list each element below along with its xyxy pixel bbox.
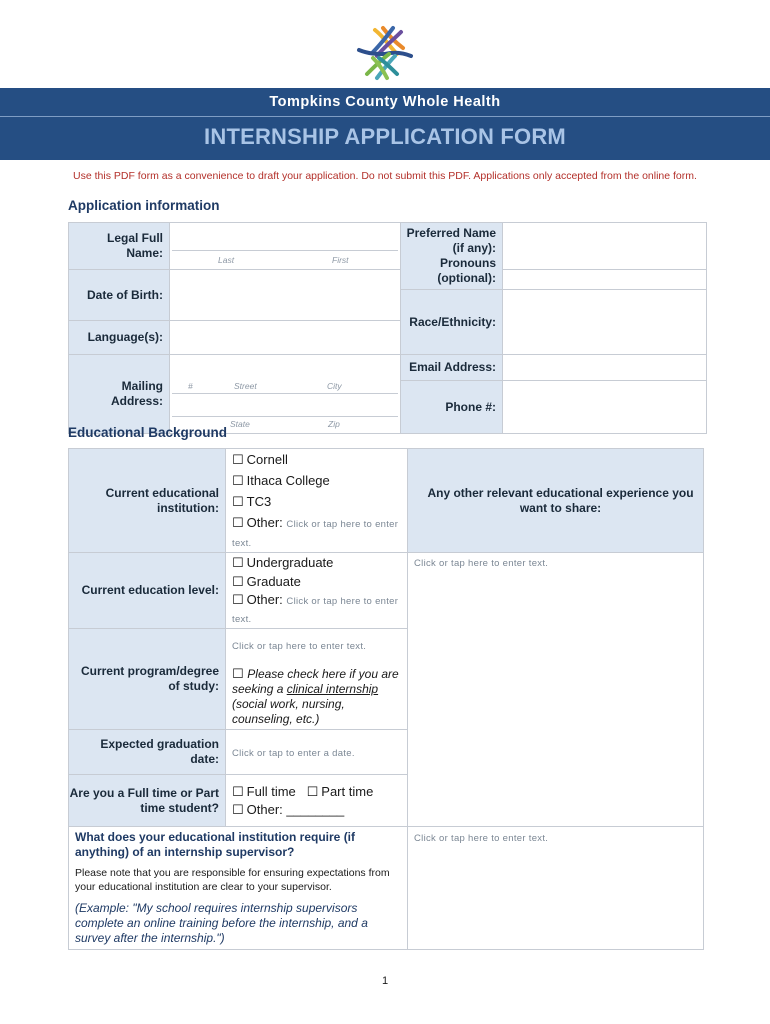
pronouns-label: Pronouns (optional): bbox=[437, 256, 496, 285]
checkbox-icon[interactable]: ☐ bbox=[232, 801, 244, 817]
first-name-hint: First bbox=[332, 255, 349, 265]
number-hint: # bbox=[188, 381, 193, 391]
checkbox-icon[interactable]: ☐ bbox=[232, 452, 244, 467]
legal-name-field[interactable] bbox=[170, 223, 401, 270]
clinical-internship-link: clinical internship bbox=[286, 682, 379, 696]
supervisor-example: (Example: "My school requires internship supervisors complete an online training before the internship, and a survey after the internship.") bbox=[75, 901, 368, 945]
form-title: INTERNSHIP APPLICATION FORM bbox=[204, 124, 566, 149]
languages-field[interactable] bbox=[170, 321, 401, 355]
organization-logo bbox=[353, 24, 417, 82]
option-other-status[interactable]: ☐ Other: ________ bbox=[232, 801, 345, 817]
dob-field[interactable] bbox=[170, 270, 401, 321]
option-undergraduate[interactable]: ☐ Undergraduate bbox=[232, 555, 334, 570]
state-hint: State bbox=[230, 419, 250, 429]
other-institution-text[interactable]: Click or tap here to enter text. bbox=[232, 519, 399, 549]
graduation-date-field[interactable] bbox=[226, 730, 408, 775]
phone-label: Phone #: bbox=[401, 381, 503, 434]
race-field[interactable] bbox=[503, 290, 707, 355]
supervisor-note: Please note that you are responsible for ensuring expectations from your educational institution are clear to your supervisor. bbox=[75, 867, 390, 893]
option-part-time[interactable]: ☐ Part time bbox=[306, 783, 374, 799]
other-experience-field[interactable] bbox=[408, 553, 704, 827]
checkbox-icon[interactable]: ☐ bbox=[232, 515, 244, 530]
preferred-name-field[interactable] bbox=[503, 223, 707, 270]
languages-label: Language(s): bbox=[69, 321, 170, 355]
graduation-date-label: Expected graduation date: bbox=[69, 730, 226, 775]
city-hint: City bbox=[327, 381, 342, 391]
organization-name: Tompkins County Whole Health bbox=[269, 94, 501, 110]
graduation-date-placeholder[interactable]: Click or tap to enter a date. bbox=[232, 748, 355, 759]
checkbox-icon[interactable]: ☐ bbox=[232, 555, 244, 570]
notice-text: Use this PDF form as a convenience to draft your application. Do not submit this PDF. Applications only accepted from the online form. bbox=[73, 170, 697, 182]
option-ithaca-college[interactable]: ☐ Ithaca College bbox=[232, 473, 330, 488]
option-other-institution[interactable]: ☐ Other: Click or tap here to enter text. bbox=[232, 515, 399, 549]
education-table bbox=[68, 448, 704, 950]
phone-field[interactable] bbox=[503, 381, 707, 434]
option-tc3[interactable]: ☐ TC3 bbox=[232, 494, 272, 509]
supervisor-requirement-field[interactable] bbox=[408, 827, 704, 950]
student-status-options bbox=[226, 775, 408, 827]
checkbox-icon[interactable]: ☐ bbox=[232, 473, 244, 488]
program-field[interactable] bbox=[226, 629, 408, 730]
checkbox-icon[interactable]: ☐ bbox=[232, 592, 244, 607]
other-experience-placeholder[interactable]: Click or tap here to enter text. bbox=[414, 558, 549, 569]
other-level-text[interactable]: Click or tap here to enter text. bbox=[232, 596, 399, 625]
supervisor-requirement-placeholder[interactable]: Click or tap here to enter text. bbox=[414, 833, 549, 844]
option-other-level[interactable]: ☐ Other: Click or tap here to enter text. bbox=[232, 592, 399, 625]
pronouns-field[interactable] bbox=[503, 270, 707, 290]
street-hint: Street bbox=[234, 381, 257, 391]
preferred-pronouns-labels bbox=[401, 223, 503, 290]
last-name-hint: Last bbox=[218, 255, 235, 265]
race-label: Race/Ethnicity: bbox=[401, 290, 503, 355]
education-section-title: Educational Background bbox=[68, 425, 228, 440]
address-divider bbox=[172, 393, 398, 394]
option-full-time[interactable]: ☐ Full time bbox=[232, 783, 296, 799]
institution-label: Current educational institution: bbox=[69, 449, 226, 553]
zip-hint: Zip bbox=[328, 419, 340, 429]
education-level-options bbox=[226, 553, 408, 629]
checkbox-icon[interactable]: ☐ bbox=[232, 666, 248, 681]
program-placeholder[interactable]: Click or tap here to enter text. bbox=[232, 641, 367, 652]
option-graduate[interactable]: ☐ Graduate bbox=[232, 574, 301, 589]
preferred-name-label: Preferred Name (if any): bbox=[406, 226, 496, 255]
application-info-table bbox=[68, 222, 707, 434]
header-banner bbox=[0, 88, 770, 160]
name-underline bbox=[172, 250, 398, 251]
clinical-checkbox-note[interactable]: ☐ Please check here if you are seeking a clinical internship (social work, nursing, counseling, etc.) bbox=[232, 666, 399, 726]
supervisor-requirement-block bbox=[69, 827, 408, 950]
checkbox-icon[interactable]: ☐ bbox=[306, 783, 319, 799]
program-label: Current program/degree of study: bbox=[69, 629, 226, 730]
page-number: 1 bbox=[381, 975, 389, 987]
institution-options bbox=[226, 449, 408, 553]
checkbox-icon[interactable]: ☐ bbox=[232, 783, 244, 799]
banner-divider bbox=[0, 116, 770, 117]
address-underline bbox=[172, 416, 398, 417]
other-experience-label: Any other relevant educational experience you want to share: bbox=[408, 449, 704, 553]
checkbox-icon[interactable]: ☐ bbox=[232, 494, 244, 509]
dob-label: Date of Birth: bbox=[69, 270, 170, 321]
option-cornell[interactable]: ☐ Cornell bbox=[232, 452, 288, 467]
education-level-label: Current education level: bbox=[69, 553, 226, 629]
student-status-label: Are you a Full time or Part time student? bbox=[69, 775, 226, 827]
supervisor-question: What does your educational institution require (if anything) of an internship supervisor? bbox=[75, 830, 356, 859]
email-label: Email Address: bbox=[401, 355, 503, 381]
checkbox-icon[interactable]: ☐ bbox=[232, 574, 244, 589]
application-info-title: Application information bbox=[68, 198, 220, 213]
email-field[interactable] bbox=[503, 355, 707, 381]
legal-name-label: Legal Full Name: bbox=[69, 223, 170, 270]
mailing-address-field[interactable] bbox=[170, 355, 401, 434]
mailing-address-label: Mailing Address: bbox=[69, 355, 170, 434]
